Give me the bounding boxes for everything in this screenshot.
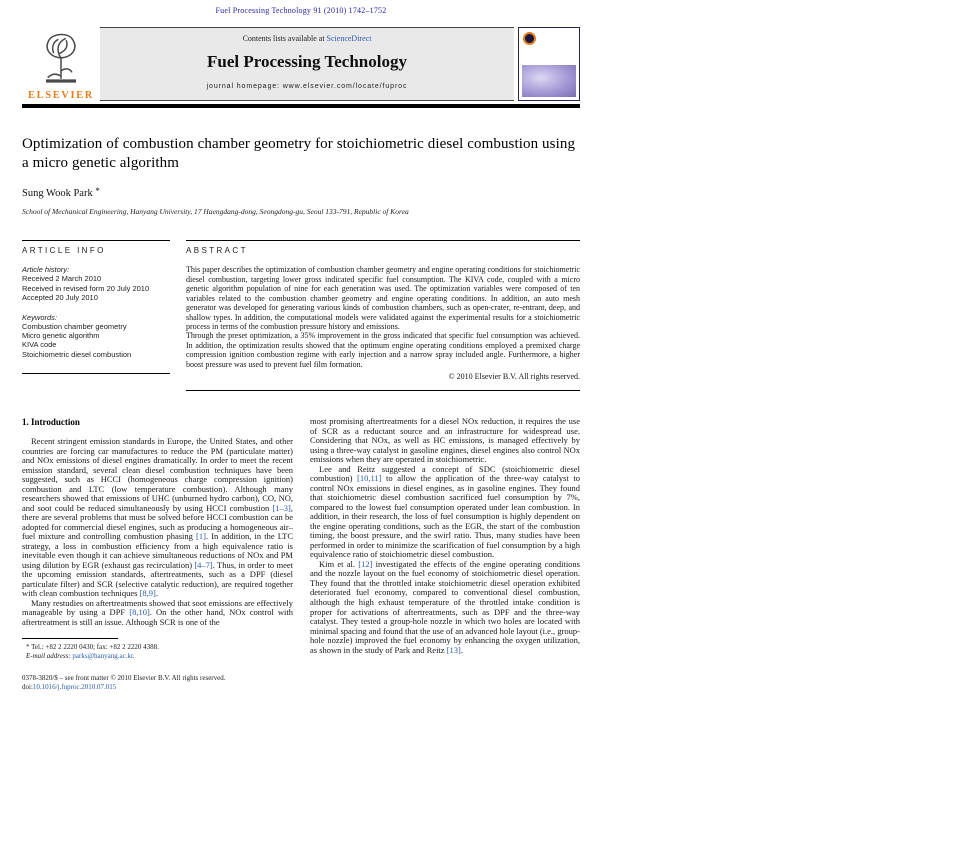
citation-ref-link[interactable]: [1] — [196, 531, 206, 542]
contents-lists-text: Contents lists available at — [242, 34, 327, 43]
email-suffix: . — [132, 651, 135, 660]
history-entry: Accepted 20 July 2010 — [22, 293, 98, 303]
keywords-label: Keywords: — [22, 312, 58, 322]
abstract-copyright: © 2010 Elsevier B.V. All rights reserved. — [448, 372, 580, 382]
journal-homepage-link[interactable]: journal homepage: www.elsevier.com/locate/fuproc — [206, 83, 408, 90]
text-segment: Many restudies on aftertreatments showed that soot emissions are effectively manageable by using a DPF — [22, 597, 293, 618]
masthead — [22, 27, 580, 101]
text-segment: most promising aftertreatments for a diesel NOx reduction, it requires the use of SCR as a reductant source and an infrastructure for widespread use. Considering that NOx, as well as HC emissions, is managed effectively by using a three-way catalyst in gasoline engines, diesel engines also control NOx emissions when they are operated in stoichiometric. — [310, 416, 580, 465]
email-label: E-mail address: — [26, 651, 73, 660]
text-segment: , there are several problems that must be solved before HCCI combustion can be adopted for commercial diesel engines, such as producing a homogeneous air–fuel mixture and controlling combustion phasing — [22, 502, 293, 542]
keyword-entry: Micro genetic algorithm — [22, 330, 100, 340]
footnote-block — [22, 638, 293, 661]
text-segment: Kim et al. — [319, 558, 359, 569]
citation-ref-link[interactable]: [8,9] — [139, 588, 156, 599]
masthead-divider — [22, 104, 580, 108]
abstract-paragraph: This paper describes the optimization of combustion chamber geometry and engine operating conditions for stoichiometric diesel combustion, targeting lower gross indicated specific fuel consumption. The KIVA code, coupled with a micro genetic algorithm population of nine for each generation was used. The optimization variables were composed of ten variables related to the combustion chamber geometry and engine operating conditions. In addition, an auto mesh generator was developed for generating various kinds of combustion chambers, such as open-crater, re-entrant, deep, and shallow types. In addition, the computational models were validated against the experimental results for a stoichiometric process in terms of the combustion pressure history and emissions. — [186, 265, 580, 331]
text-segment: . On the other hand, NOx control with aftertreatment is still an issue. Although SCR is one of the — [22, 607, 293, 627]
affiliation: School of Mechanical Engineering, Hanyang University, 17 Haengdang-dong, Seongdong-gu, Seoul 133-791, Republic of Korea — [22, 207, 409, 217]
contents-lists-line — [104, 34, 510, 43]
email-link[interactable]: parks@hanyang.ac.kr — [72, 651, 133, 660]
citation-ref-link[interactable]: [13] — [446, 644, 461, 655]
article-info-column — [22, 240, 170, 374]
journal-cover-emblem-icon — [523, 32, 536, 45]
article-body — [22, 417, 580, 692]
journal-cover-art — [522, 65, 576, 97]
author-name: Sung Wook Park — [22, 188, 93, 200]
abstract-paragraph: Through the preset optimization, a 35% improvement in the gross indicated that specific fuel consumption was achieved. In addition, the optimization results showed that the optimum engine operating conditions employed a premixed charge compression ignition combustion regime with early injection and a narrow spray included angle. Furthermore, a higher boost pressure was used to prevent fuel film formation. — [186, 331, 580, 369]
elsevier-logo — [22, 27, 100, 101]
fineprint-block — [22, 674, 293, 693]
citation-ref-link[interactable]: [1–3] — [272, 502, 291, 513]
body-right-column — [310, 417, 580, 692]
keyword-entry: Stoichiometric diesel combustion — [22, 349, 132, 359]
article-info-heading: ARTICLE INFO — [22, 246, 106, 256]
citation-ref-link[interactable]: [12] — [358, 558, 373, 569]
section-heading-introduction: 1. Introduction — [22, 417, 80, 428]
abstract-heading: ABSTRACT — [186, 246, 248, 256]
text-segment: . — [460, 644, 463, 655]
article-history-label: Article history: — [22, 265, 70, 275]
text-segment: to allow the application of the three-way catalyst to control NOx emissions in diesel engines, as in gasoline engines. They found that stoichiometric diesel combustion sacrificed fuel consumption by 7%, compared to the lowest fuel consumption operated under lean combustion. In addition, in their research, the loss of fuel consumption is highly dependent on the engine operating conditions, such as the EGR, the start of the combustion timing, the boost pressure, and the swirl ratio. Thus, many studies have been performed in order to minimize the scarification of fuel consumption by a high equivalence ratio of stoichiometric diesel combustion. — [310, 473, 580, 560]
journal-cover-thumbnail — [518, 27, 580, 101]
citation-ref-link[interactable]: [4–7] — [194, 559, 213, 570]
masthead-banner — [100, 27, 514, 101]
body-left-column — [22, 417, 293, 692]
body-paragraph — [310, 465, 580, 560]
doi-line — [22, 683, 293, 692]
journal-citation-header: Fuel Processing Technology 91 (2010) 1742–1752 — [215, 6, 387, 15]
body-paragraph — [310, 560, 580, 655]
doi-link[interactable]: 10.1016/j.fuproc.2010.07.015 — [32, 683, 117, 692]
history-entry: Received in revised form 20 July 2010 — [22, 283, 150, 293]
keyword-entry: KIVA code — [22, 340, 57, 350]
footnote-email-line — [22, 652, 293, 661]
info-abstract-section — [22, 240, 580, 391]
keyword-entry: Combustion chamber geometry — [22, 321, 127, 331]
text-segment: . In addition, in the LTC strategy, a loss in combustion efficiency from a high equivalence ratio is inevitable even though it can achieve simultaneous reductions of NOx and PM using dilution by EGR (exhaust gas recirculation) — [22, 531, 293, 570]
text-segment: investigated the effects of the engine operating conditions and the nozzle layout on the fuel economy of stoichiometric diesel operation. They found that the throttled intake stoichiometric diesel operation exhibited deteriorated fuel economy, compared to conventional diesel combustion, although the high exhaust temperature of the throttled intake condition is proper for activations of aftertreatments, such as DPF and the three-way catalyst. They tested a group-hole nozzle in which two holes are located with minimal spacing and found that the use of an advanced hole layout (i.e., group-hole nozzle) improved the fuel economy by enhancing the oxygen utilization, as shown in the study of Park and Reitz — [310, 558, 580, 655]
text-segment: . Thus, in order to meet the upcoming emission standards, aftertreatments, such as a DPF (diesel particulate filter) and SCR (selective catalytic reduction), are required together with clean combustion techniques — [22, 559, 293, 599]
body-paragraph — [22, 599, 293, 628]
text-segment: Lee and Reitz suggested a concept of SDC (stoichiometric diesel combustion) — [310, 463, 580, 484]
author-line — [22, 186, 580, 199]
issn-line: 0378-3820/$ – see front matter © 2010 Elsevier B.V. All rights reserved. — [22, 673, 226, 682]
text-segment: . — [155, 588, 158, 599]
journal-cover-title: Fuel Processing Technology — [540, 33, 568, 53]
corresponding-author-mark[interactable]: * — [95, 186, 100, 197]
journal-title: Fuel Processing Technology — [207, 52, 407, 71]
abstract-column — [186, 240, 580, 391]
body-paragraph — [22, 437, 293, 599]
citation-ref-link[interactable]: [10,11] — [357, 473, 382, 484]
doi-prefix: doi: — [22, 683, 33, 692]
sciencedirect-link[interactable]: ScienceDirect — [326, 34, 372, 43]
elsevier-tree-icon — [35, 29, 87, 89]
elsevier-wordmark: ELSEVIER — [28, 90, 94, 101]
article-title: Optimization of combustion chamber geometry for stoichiometric diesel combustion using a micro genetic algorithm — [22, 136, 576, 172]
text-segment: Recent stringent emission standards in Europe, the United States, and other countries are forcing car manufactures to reduce the PM (particulate matter) and NOx emissions of diesel engines dramatically. In order to meet the recent emission standard, several clean diesel combustion techniques have been suggested, such as HCCI (homogeneous charge compression ignition) combustion and LTC (low temperature combustion). Although many researchers showed that emissions of UHC (unburned hydro carbon), CO, NO, and soot could be reduced simultaneously by using HCCI combustion — [22, 436, 293, 513]
citation-ref-link[interactable]: [8,10] — [129, 607, 150, 618]
paper-page — [22, 0, 580, 693]
history-entry: Received 2 March 2010 — [22, 274, 102, 284]
body-paragraph — [310, 417, 580, 465]
footnote-separator — [22, 638, 118, 639]
footnote-tel: * Tel.: +82 2 2220 0430; fax: +82 2 2220 4388. — [26, 642, 159, 651]
